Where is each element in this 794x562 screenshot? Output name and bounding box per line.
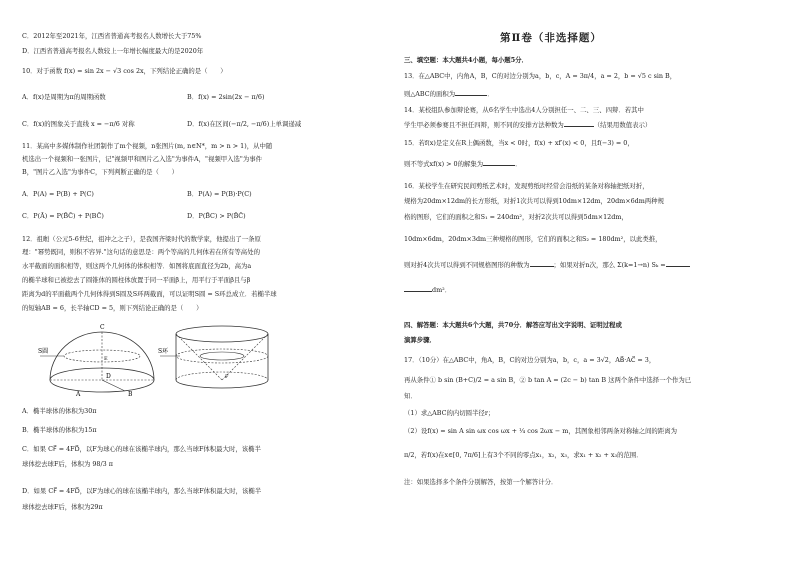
label-s-ring: S环: [158, 348, 169, 355]
q12-option-b: B．椭半球体的体积为15π: [22, 426, 97, 434]
q17-part1: （1）求△ABC的内切圆半径r；: [404, 409, 495, 417]
q12-stem-line6: 的短轴AB = 6，长半轴CD = 5，则下列结论正确的是（ ）: [22, 304, 203, 312]
q12-stem-line2: 理："幂势既同，则积不容异."这句话的意思是：两个等高的几何体若在所有等高处的: [22, 248, 260, 256]
q12-stem-line1: 12．祖暅（公元5-6世纪，祖冲之之子），是我国齐梁时代的数学家，他提出了一条原: [22, 235, 261, 243]
q13-answer-blank[interactable]: [455, 89, 487, 96]
q16-line6: dm²．: [404, 285, 451, 294]
section-ring: [176, 349, 268, 363]
q12-figure: [40, 318, 280, 398]
q16-answer-blank-3[interactable]: [404, 285, 432, 292]
solutions-section-heading-line1: 四、解答题：本大题共6个大题，共70分．解答应写出文字说明、证明过程或: [404, 321, 622, 329]
q16-line1: 16．某校学生在研究民间剪纸艺术时，发现剪纸时经常会沿纸的某条对称轴把纸对折，: [404, 182, 649, 190]
q11-option-d: D．P(B̄C) > P(B̄C̄): [187, 212, 246, 220]
q10-option-d: D．f(x)在区间(−π/2, −π/6)上单调递减: [187, 120, 302, 128]
q16-answer-blank-1[interactable]: [530, 260, 554, 267]
q16-line4: 10dm×6dm，20dm×3dm三种规格的图形，它们的面积之和S₂ = 180dm²，以此类推，: [404, 235, 662, 243]
q17-part2-line1: （2）设f(x) = sin A sin ωx cos ωx + ¼ cos 2ωx − m，其图象相邻两条对称轴之间的距离为: [404, 427, 677, 435]
q14-line2: 学生甲必须参赛且不担任四辩，则不同的安排方法种数为 （结果用数值表示）: [404, 121, 652, 129]
right-column: [404, 0, 772, 562]
q12-option-a: A．椭半球体的体积为30π: [22, 407, 97, 415]
label-c: C: [100, 324, 105, 331]
q17-line2: 再从条件① b sin (B+C)/2 = a sin B，② b tan A = (2c − b) tan B 这两个条件中选择一个作为已: [404, 376, 692, 384]
cylinder-bottom: [176, 380, 268, 388]
q15-answer-blank[interactable]: [483, 159, 515, 166]
q10-stem: 10．对于函数 f(x) = sin 2x − √3 cos 2x，下列结论正确的是（ ）: [22, 67, 227, 75]
q16-line3: 格的图形，它们的面积之和S₁ = 240dm²，对折2次共可以得到5dm×12dm，: [404, 213, 628, 221]
q11-option-a: A．P(A) = P(B) + P(C): [22, 190, 94, 198]
q15-line1: 15．若f(x)是定义在R上偶函数，当x < 0时，f(x) + xf′(x) < 0，且f(−3) = 0，: [404, 139, 634, 147]
q13-line2: 则△ABC的面积为 ．: [404, 90, 494, 98]
q14-line1: 14．某校组队参加辩论赛，从6名学生中选出4人分别担任一、二、三、四辩．若其中: [404, 106, 644, 114]
label-e: E: [104, 356, 108, 362]
q14-answer-blank[interactable]: [564, 120, 594, 127]
label-a: A: [76, 391, 81, 398]
q15-line2: 则不等式xf(x) > 0的解集为 ．: [404, 160, 522, 168]
q11-stem-line3: B，"图片乙入选"为事件C，下列判断正确的是（ ）: [22, 168, 179, 176]
q10-option-b: B．f(x) = 2sin(2x − π/6): [187, 93, 265, 101]
q11-option-b: B．P(A) = P(B)·P(C): [187, 190, 252, 198]
q11-stem-line1: 11．某高中多媒体制作社团制作了m个视频，n张图片(m, n∈N*，m > n > 1)，从中随: [22, 142, 273, 150]
q11-option-c: C．P(Ā) = P(B̄C̄) + P(BC̄): [22, 212, 104, 220]
q17-line1: 17．（10分）在△ABC中，角A，B，C的对边分别为a，b，c，a = 3√2，AB⃗·AC⃗ = 3，: [404, 356, 656, 364]
q12-option-d-line1: D．如果 CF⃗ = 4FD⃗，以F为球心的球在该椭半球内，那么当球F体积最大时，该椭半: [22, 487, 262, 495]
q17-note: 注：如果选择多个条件分别解答，按第一个解答计分．: [404, 478, 558, 486]
part2-title: 第Ⅱ卷（非选择题）: [500, 32, 602, 44]
q16-answer-blank-2[interactable]: [666, 260, 690, 267]
label-b: B: [128, 391, 133, 398]
q13-line1: 13．在△ABC中，内角A，B，C的对边分别为a，b，c，A = 3π/4，a = 2，b = √5 c sin B，: [404, 72, 677, 80]
q11-stem-line2: 机选出一个视频和一张图片，记"视频甲和图片乙入选"为事件A，"视频甲入选"为事件: [22, 155, 263, 163]
q12-stem-line5: 距离为d的平面截两个几何体得到S圆及S环两截面，可以证明S圆 = S环总成立．若椭半球: [22, 290, 277, 298]
label-s-circle: S圆: [38, 348, 49, 355]
q17-part2-line2: π/2，若f(x)在x∈[0, 7π/6]上有3个不同的零点x₁，x₂，x₃，求x₁ + x₂ + x₃的范围．: [404, 451, 643, 459]
left-column: [22, 0, 374, 562]
label-f: F: [225, 374, 229, 380]
fill-in-section-heading: 三、填空题：本大题共4小题，每小题5分．: [404, 56, 528, 64]
q12-stem-line4: 的椭半球和已被挖去了圆锥体的圆柱体放置于同一平面β上，用平行于平面β且与β: [22, 276, 251, 284]
q12-option-d-line2: 球体挖去球F后，体积为29π: [22, 503, 103, 511]
q12-stem-line3: 水平截面的面积相等，则这两个几何体的体积相等．如图将底面直径为2b，高为a: [22, 262, 252, 270]
q12-option-c-line2: 球体挖去球F后，体积为 98/3 π: [22, 460, 113, 468]
q10-option-c: C．f(x)的图象关于直线 x = −π/6 对称: [22, 120, 135, 128]
q17-line3: 知．: [404, 392, 417, 400]
q16-line5: 则对折4次共可以得到不同规格图形的种数为 ；如果对折n次，那么 Σ(k=1→n) Sₖ =: [404, 260, 690, 269]
q16-line2: 规格为20dm×12dm的长方形纸，对折1次共可以得到10dm×12dm，20dm×6dm两种规: [404, 197, 664, 205]
cylinder-top: [176, 326, 268, 342]
q10-option-a: A．f(x)是周期为π的周期函数: [22, 93, 106, 101]
q12-option-c-line1: C．如果 CF⃗ = 4FD⃗，以F为球心的球在该椭半球内，那么当球F体积最大时，该椭半: [22, 445, 261, 453]
q9-option-c: C．2012年至2021年，江西省普通高考报名人数增长大于75%: [22, 32, 202, 40]
solutions-section-heading-line2: 演算步骤．: [404, 336, 436, 344]
label-d: D: [106, 373, 111, 380]
q9-option-d: D．江西省普通高考报名人数较上一年增长幅度最大的是2020年: [22, 47, 204, 55]
